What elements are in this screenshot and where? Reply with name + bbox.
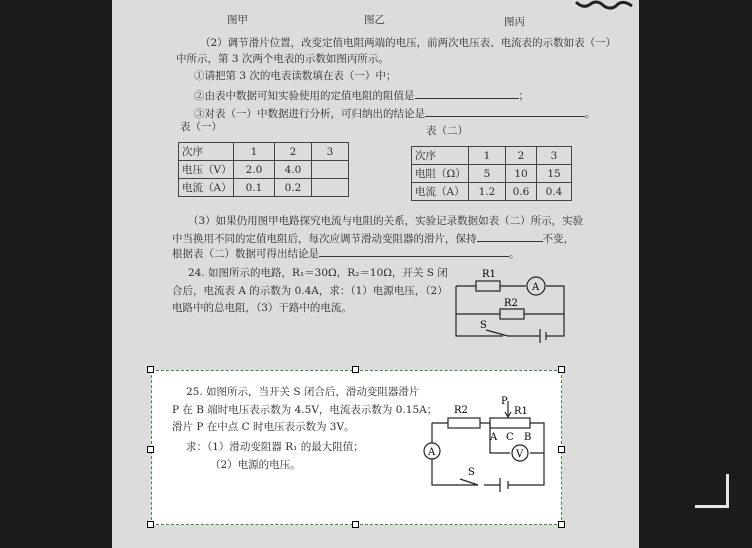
figure-label-a: 图甲	[227, 14, 248, 26]
q24-switch-label: S	[480, 320, 487, 331]
q25-p-label: P	[501, 396, 508, 407]
table-row	[412, 165, 572, 183]
resize-handle-bottom[interactable]	[352, 521, 359, 528]
q2-line1: （2）调节滑片位置，改变定值电阻两端的电压，前两次电压表、电流表的示数如表（一）	[200, 37, 617, 49]
q2-item3: ③对表（一）中数据进行分析，可归纳出的结论是 。	[194, 108, 596, 120]
q3-line3: 根据表（二）数据可得出结论是 。	[172, 248, 520, 260]
table-cell: 15	[537, 165, 572, 183]
q24-r2-label: R2	[504, 298, 518, 309]
table-row	[179, 179, 349, 197]
table-cell: 0.4	[537, 183, 572, 201]
resize-handle-top-left[interactable]	[147, 366, 154, 373]
table-cell: 2	[275, 143, 312, 161]
corner-bracket-icon	[695, 474, 729, 508]
table-row	[412, 147, 572, 165]
table-2	[411, 146, 572, 201]
q25-line1: 25. 如图所示，当开关 S 闭合后，滑动变阻器滑片	[186, 386, 420, 398]
figure-label-b: 图乙	[364, 14, 385, 26]
table-cell: 2	[506, 147, 537, 165]
table-cell: 0.1	[234, 179, 275, 197]
q25-a-label: A	[490, 432, 498, 443]
q3-line1: （3）如果仍用图甲电路探究电流与电阻的关系，实验记录数据如表（二）所示，实验	[188, 215, 584, 227]
table-row	[412, 183, 572, 201]
q24-r1-label: R1	[482, 269, 496, 280]
table-cell: 3	[312, 143, 349, 161]
q25-r1-label: R1	[514, 406, 528, 417]
table-row	[179, 161, 349, 179]
table1-caption: 表（一）	[180, 121, 222, 133]
resize-handle-left[interactable]	[147, 446, 154, 453]
q2-line2: 中所示，第 3 次两个电表的示数如图丙所示。	[176, 53, 389, 65]
table-cell: 电流（A）	[179, 179, 234, 197]
q25-ammeter-label: A	[428, 447, 436, 458]
table-cell	[312, 161, 349, 179]
table-cell: 0.6	[506, 183, 537, 201]
q24-circuit-diagram	[448, 262, 578, 346]
table-cell: 1.2	[469, 183, 506, 201]
resize-handle-top-right[interactable]	[558, 366, 565, 373]
q25-line4: 求：（1）滑动变阻器 R₁ 的最大阻值；	[186, 441, 364, 453]
q25-circuit-diagram	[420, 395, 556, 499]
q25-line5: （2）电源的电压。	[210, 459, 301, 471]
table-cell: 10	[506, 165, 537, 183]
table-cell: 4.0	[275, 161, 312, 179]
q25-c-label: C	[506, 432, 514, 443]
q24-line2: 合后，电流表 A 的示数为 0.4A，求：（1）电源电压，（2）	[172, 285, 448, 297]
table-cell: 次序	[412, 147, 469, 165]
table-cell	[312, 179, 349, 197]
q25-line3: 滑片 P 在中点 C 时电压表示数为 3V。	[172, 421, 355, 433]
resize-handle-bottom-left[interactable]	[147, 521, 154, 528]
table-cell: 5	[469, 165, 506, 183]
table-1	[178, 142, 349, 197]
q24-line3: 电路中的总电阻，（3）干路中的电流。	[172, 302, 352, 314]
resize-handle-top[interactable]	[352, 366, 359, 373]
table-cell: 3	[537, 147, 572, 165]
table-cell: 2.0	[234, 161, 275, 179]
table-cell: 电压（V）	[179, 161, 234, 179]
watermark-logo	[574, 0, 634, 12]
resize-handle-bottom-right[interactable]	[558, 521, 565, 528]
table-cell: 1	[234, 143, 275, 161]
q25-voltmeter-label: V	[516, 449, 524, 460]
table-cell: 电阻（Ω）	[412, 165, 469, 183]
q25-r2-label: R2	[454, 405, 468, 416]
table-cell: 电流（A）	[412, 183, 469, 201]
table-row	[179, 143, 349, 161]
q3-line2: 中当换用不同的定值电阻后，每次应调节滑动变阻器的滑片，保持 不变，	[172, 233, 574, 245]
q25-switch-label: S	[468, 467, 475, 478]
table-cell: 0.2	[275, 179, 312, 197]
q25-b-label: B	[524, 432, 532, 443]
resize-handle-right[interactable]	[558, 446, 565, 453]
q25-line2: P 在 B 端时电压表示数为 4.5V，电流表示数为 0.15A；	[172, 404, 438, 416]
table-cell: 次序	[179, 143, 234, 161]
table2-caption: 表（二）	[426, 125, 468, 137]
figure-label-c: 图丙	[504, 16, 525, 28]
selection-box[interactable]	[151, 370, 562, 525]
q24-ammeter-label: A	[532, 282, 540, 293]
q2-item2: ②由表中数据可知实验使用的定值电阻的阻值是 ；	[194, 90, 529, 102]
table-cell: 1	[469, 147, 506, 165]
q2-item1: ①请把第 3 次的电表读数填在表（一）中；	[194, 70, 397, 82]
q24-line1: 24. 如图所示的电路，R₁＝30Ω，R₂＝10Ω，开关 S 闭	[188, 267, 448, 279]
